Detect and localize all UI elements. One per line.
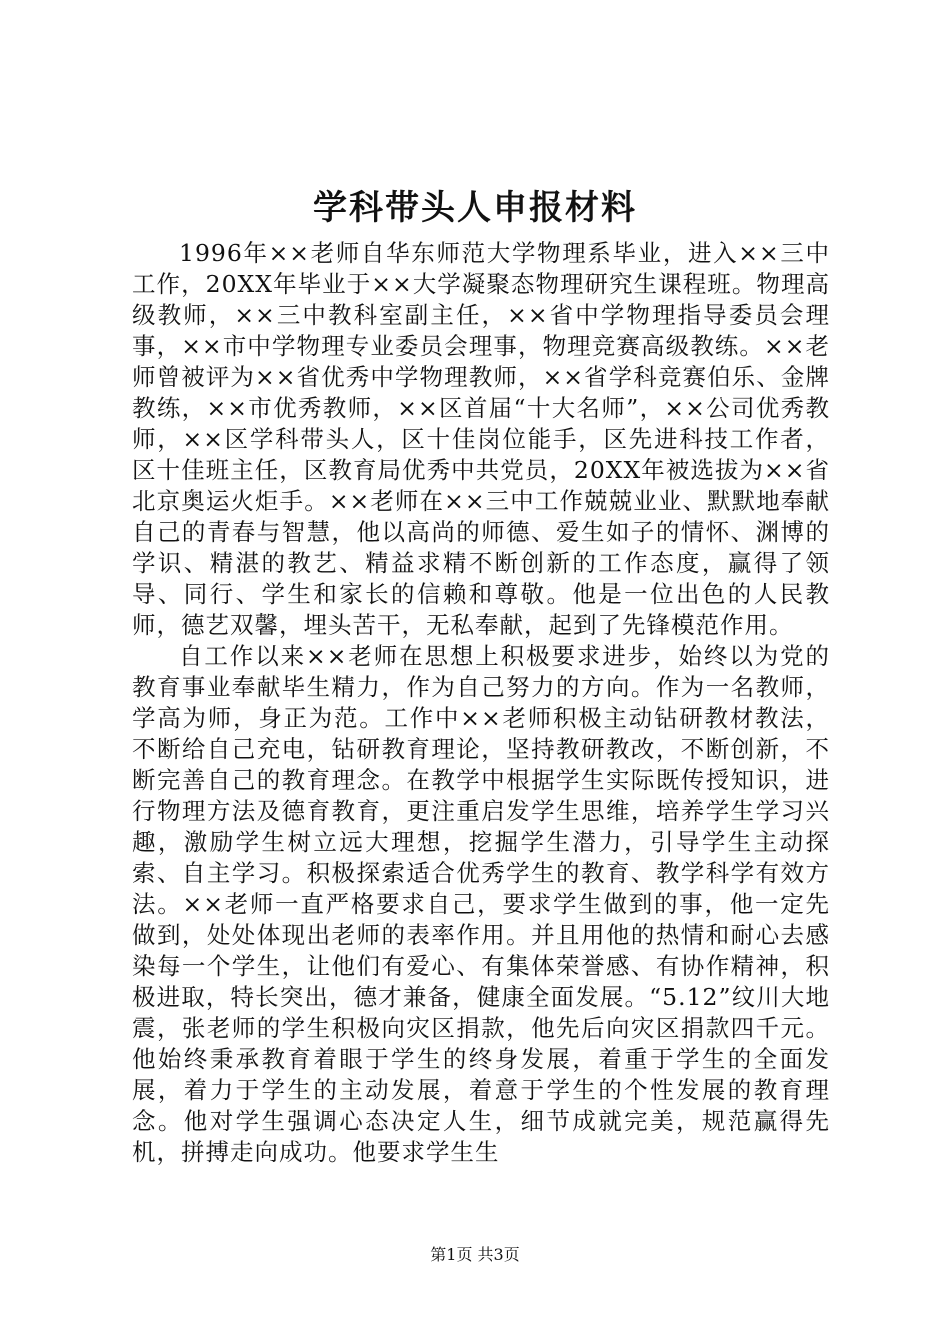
document-body [132,238,830,1168]
document-title: 学科带头人申报材料 [313,188,637,228]
paragraph-2: 自工作以来××老师在思想上积极要求进步，始终以为党的教育事业奉献毕生精力，作为自己努力的方向。作为一名教师，学高为师，身正为范。工作中××老师积极主动钻研教材教法，不断给自己充电，钻研教育理论，坚持教研教改，不断创新，不断完善自己的教育理念。在教学中根据学生实际既传授知识，进行物理方法及德育教育，更注重启发学生思维，培养学生学习兴趣，激励学生树立远大理想，挖掘学生潜力，引导学生主动探索、自主学习。积极探索适合优秀学生的教育、教学科学有效方法。××老师一直严格要求自己，要求学生做到的事，他一定先做到，处处体现出老师的表率作用。并且用他的热情和耐心去感染每一个学生，让他们有爱心、有集体荣誉感、有协作精神，积极进取，特长突出，德才兼备，健康全面发展。“5.12”纹川大地震，张老师的学生积极向灾区捐款，他先后向灾区捐款四千元。他始终秉承教育着眼于学生的终身发展，着重于学生的全面发展，着力于学生的主动发展，着意于学生的个性发展的教育理念。他对学生强调心态决定人生，细节成就完美，规范赢得先机，拼搏走向成功。他要求学生生 [132,642,830,1166]
paragraph-1: 1996年××老师自华东师范大学物理系毕业，进入××三中工作，20XX年毕业于××大学凝聚态物理研究生课程班。物理高级教师，××三中教科室副主任，××省中学物理指导委员会理事，××市中学物理专业委员会理事，物理竞赛高级教练。××老师曾被评为××省优秀中学物理教师，××省学科竞赛伯乐、金牌教练，××市优秀教师，××区首届“十大名师”，××公司优秀教师，××区学科带头人，区十佳岗位能手，区先进科技工作者，区十佳班主任，区教育局优秀中共党员，20XX年被选拔为××省北京奥运火炬手。××老师在××三中工作兢兢业业、默默地奉献自己的青春与智慧，他以高尚的师德、爱生如子的情怀、渊博的学识、精湛的教艺、精益求精不断创新的工作态度，赢得了领导、同行、学生和家长的信赖和尊敬。他是一位出色的人民教师，德艺双馨，埋头苦干，无私奉献，起到了先锋模范作用。 [132,239,830,639]
page-number-footer: 第1页 共3页 [430,1245,520,1264]
